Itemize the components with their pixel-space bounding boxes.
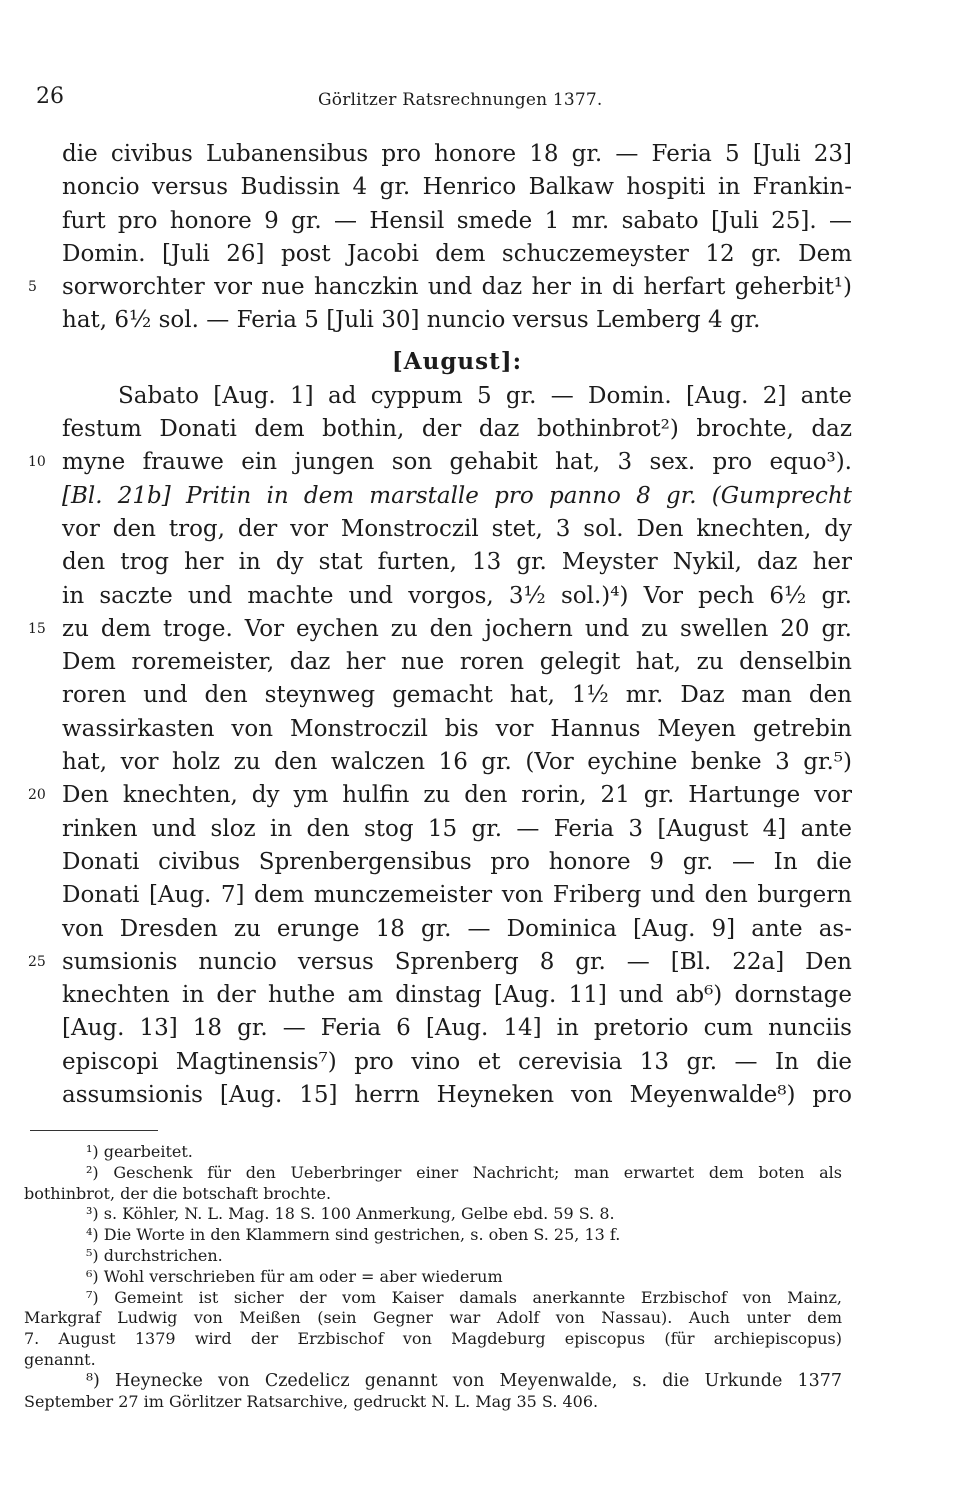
text-line (28, 779, 852, 812)
footnote-line: ⁸) Heynecke von Czedelicz genannt von Meyenwalde, s. die Urkunde 1377 (86, 1370, 842, 1391)
footnote-divider (30, 1130, 158, 1131)
text-line (62, 513, 852, 546)
footnote-line: Markgraf Ludwig von Meißen (sein Gegner war Adolf von Nassau). Auch unter dem (24, 1308, 842, 1328)
footnote-line: ⁷) Gemeint ist sicher der vom Kaiser damals anerkannte Erzbischof von Mainz, (86, 1287, 842, 1307)
text-line (62, 846, 852, 879)
line-text: Dem roremeister, daz her nue roren gelegit hat, zu denselbin (62, 649, 852, 676)
page-number: 26 (36, 84, 64, 109)
text-line (62, 879, 852, 912)
line-number: 5 (28, 279, 37, 296)
line-text: [Aug. 13] 18 gr. — Feria 6 [Aug. 14] in pretorio cum nunciis (62, 1015, 852, 1042)
text-line (62, 580, 852, 613)
text-line (62, 205, 852, 238)
text-line (62, 813, 852, 846)
line-text: hat, vor holz zu den walczen 16 gr. (Vor eychine benke 3 gr.⁵) (62, 749, 852, 776)
line-text: noncio versus Budissin 4 gr. Henrico Balkaw hospiti in Frankin- (62, 174, 852, 201)
text-line (62, 713, 852, 746)
line-text: wassirkasten von Monstroczil bis vor Hannus Meyen getrebin (62, 715, 852, 742)
text-line (62, 380, 852, 413)
text-line (62, 480, 852, 513)
line-number: 15 (28, 620, 46, 637)
line-text: Donati civibus Sprenbergensibus pro honore 9 gr. — In die (62, 848, 852, 875)
line-text: sumsionis nuncio versus Sprenberg 8 gr. — [Bl. 22a] Den (62, 948, 852, 975)
line-text: episcopi Magtinensis⁷) pro vino et cerevisia 13 gr. — In die (62, 1048, 852, 1075)
body-text (28, 138, 852, 1112)
footnote-line: 7. August 1379 wird der Erzbischof von Magdeburg episcopus (für archiepiscopus) (24, 1329, 842, 1349)
footnote-line: bothinbrot, der die botschaft brochte. (24, 1183, 332, 1203)
text-line (62, 646, 852, 679)
footnote-line: ⁵) durchstrichen. (86, 1245, 223, 1265)
line-number: 25 (28, 953, 46, 970)
text-line (28, 613, 852, 646)
text-line (62, 1079, 852, 1112)
line-text: sorworchter vor nue hanczkin und daz her in di herfart geherbit¹) (62, 274, 852, 301)
line-text: rinken und sloz in den stog 15 gr. — Feria 3 [August 4] ante (62, 815, 852, 842)
section-heading (62, 338, 852, 380)
line-number: 20 (28, 787, 46, 804)
line-text: Donati [Aug. 7] dem munczemeister von Friberg und den burgern (62, 882, 852, 909)
line-number: 10 (28, 454, 46, 471)
footnote-line: September 27 im Görlitzer Ratsarchive, gedruckt N. L. Mag 35 S. 406. (24, 1391, 599, 1411)
line-text: festum Donati dem bothin, der daz bothinbrot²) brochte, daz (62, 416, 852, 443)
text-line (28, 271, 852, 304)
line-text: den trog her in dy stat furten, 13 gr. Meyster Nykil, daz her (62, 549, 852, 576)
line-text: roren und den steynweg gemacht hat, 1½ mr. Daz man den (62, 682, 852, 709)
text-line (62, 238, 852, 271)
text-line (28, 446, 852, 479)
line-text: in saczte und machte und vorgos, 3½ sol.)⁴) Vor pech 6½ gr. (62, 582, 852, 609)
text-line (62, 746, 852, 779)
footnote-line: genannt. (24, 1349, 96, 1369)
text-line (62, 171, 852, 204)
line-text: vor den trog, der vor Monstroczil stet, 3 sol. Den knechten, dy (62, 515, 852, 542)
line-text: [Bl. 21b] Pritin in dem marstalle pro panno 8 gr. (Gumprecht (62, 482, 852, 509)
line-text: Den knechten, dy ym hulfin zu den rorin, 21 gr. Hartunge vor (62, 782, 852, 809)
line-text: von Dresden zu erunge 18 gr. — Dominica [Aug. 9] ante as- (62, 915, 852, 942)
footnote-line: ¹) gearbeitet. (86, 1142, 193, 1161)
text-line (62, 1046, 852, 1079)
footnote-line: ⁶) Wohl verschrieben für am oder = aber wiederum (86, 1266, 503, 1286)
line-text: zu dem troge. Vor eychen zu den jochern und zu swellen 20 gr. (62, 615, 852, 642)
footnote-line: ²) Geschenk für den Ueberbringer einer Nachricht; man erwartet dem boten als (86, 1162, 842, 1182)
text-line (28, 946, 852, 979)
text-line (62, 979, 852, 1012)
heading-text: [August]: (391, 347, 523, 375)
footnote-line: ³) s. Köhler, N. L. Mag. 18 S. 100 Anmerkung, Gelbe ebd. 59 S. 8. (86, 1204, 615, 1224)
text-line (62, 138, 852, 171)
running-title: Görlitzer Ratsrechnungen 1377. (318, 90, 603, 110)
text-line (62, 1012, 852, 1045)
line-text: hat, 6½ sol. — Feria 5 [Juli 30] nuncio versus Lemberg 4 gr. (62, 307, 761, 334)
line-text: assumsionis [Aug. 15] herrn Heyneken von Meyenwalde⁸) pro (62, 1082, 852, 1109)
line-text: Domin. [Juli 26] post Jacobi dem schuczemeyster 12 gr. Dem (62, 240, 852, 267)
text-line (62, 304, 852, 337)
text-line (62, 413, 852, 446)
footnotes (24, 1142, 842, 1412)
text-line (62, 679, 852, 712)
line-text: knechten in der huthe am dinstag [Aug. 11] und ab⁶) dornstage (62, 982, 852, 1009)
text-line (62, 546, 852, 579)
line-text: furt pro honore 9 gr. — Hensil smede 1 mr. sabato [Juli 25]. — (62, 207, 852, 234)
text-line (62, 913, 852, 946)
line-text: myne frauwe ein jungen son gehabit hat, 3 sex. pro equo³). (62, 449, 852, 476)
footnote-line: ⁴) Die Worte in den Klammern sind gestrichen, s. oben S. 25, 13 f. (86, 1225, 621, 1245)
line-text: Sabato [Aug. 1] ad cyppum 5 gr. — Domin. [Aug. 2] ante (118, 382, 852, 409)
line-text: die civibus Lubanensibus pro honore 18 gr. — Feria 5 [Juli 23] (62, 141, 852, 167)
